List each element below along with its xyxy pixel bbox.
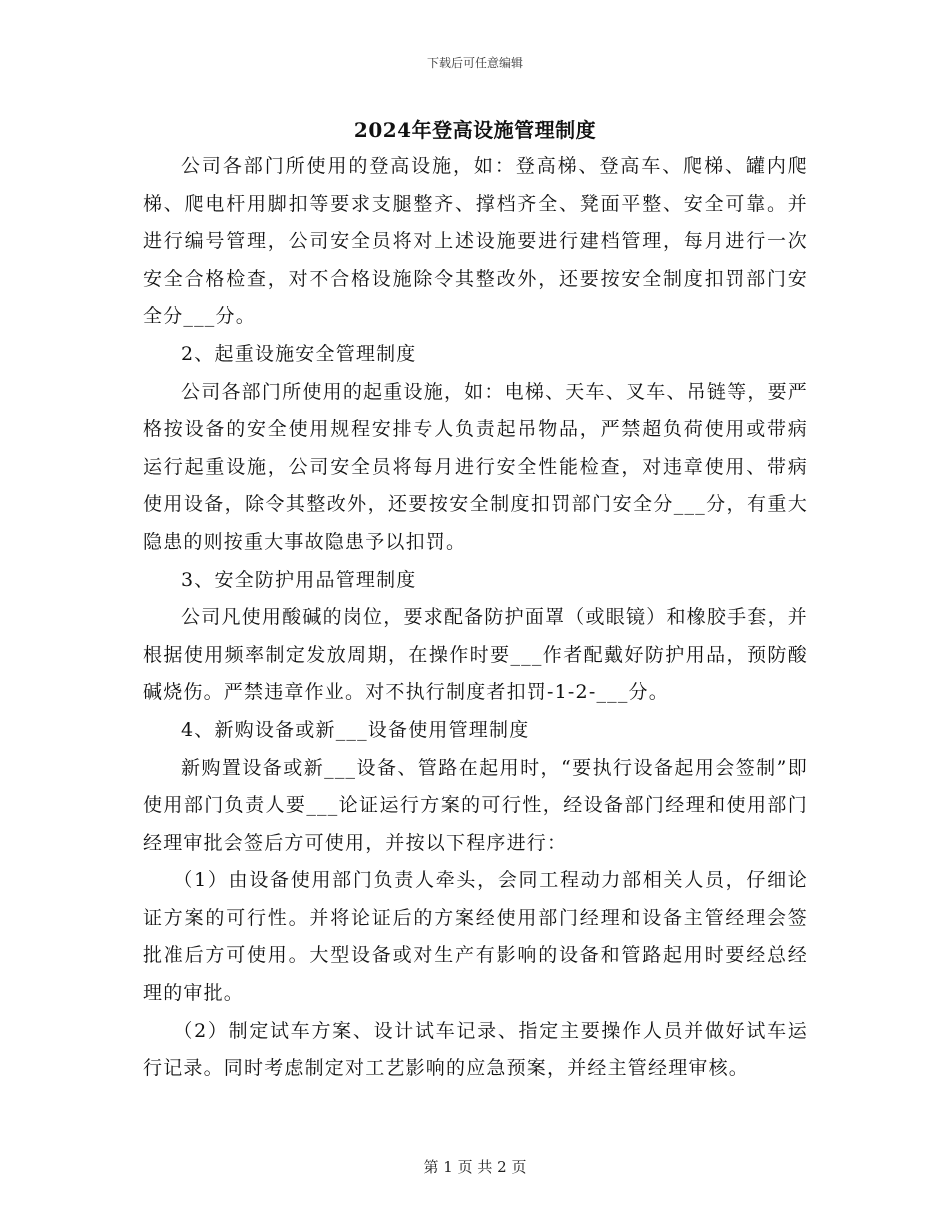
page-number: 第 1 页 共 2 页 [423,1158,527,1176]
paragraph-lifting: 公司各部门所使用的起重设施，如：电梯、天车、叉车、吊链等，要严格按设备的安全使用规程安排专人负责起吊物品，严禁超负荷使用或带病运行起重设施，公司安全员将每月进行安全性能检查，对违章使用、带病使用设备，除令其整改外，还要按安全制度扣罚部门安全分___分，有重大隐患的则按重大事故隐患予以扣罚。 [143,380,808,553]
paragraph-new-equipment: 新购置设备或新___设备、管路在起用时，“要执行设备起用会签制”即使用部门负责人要___论证运行方案的可行性，经设备部门经理和使用部门经理审批会签后方可使用，并按以下程序进行： [143,756,808,854]
list-item-1: （1）由设备使用部门负责人牵头，会同工程动力部相关人员，仔细论证方案的可行性。并将论证后的方案经使用部门经理和设备主管经理会签批准后方可使用。大型设备或对生产有影响的设备和管路起用时要经总经理的审批。 [143,869,808,1005]
section-heading-3: 3、安全防护用品管理制度 [181,568,417,591]
section-heading-4: 4、新购设备或新___设备使用管理制度 [181,718,530,741]
document-body [143,148,808,1088]
document-title: 2024年登高设施管理制度 [353,118,597,142]
paragraph-protective-gear: 公司凡使用酸碱的岗位，要求配备防护面罩（或眼镜）和橡胶手套，并根据使用频率制定发放周期，在操作时要___作者配戴好防护用品，预防酸碱烧伤。严禁违章作业。对不执行制度者扣罚-1-2-___分。 [143,606,808,704]
list-item-2: （2）制定试车方案、设计试车记录、指定主要操作人员并做好试车运行记录。同时考虑制定对工艺影响的应急预案，并经主管经理审核。 [143,1019,808,1080]
header-note: 下载后可任意编辑 [426,56,523,70]
paragraph-intro: 公司各部门所使用的登高设施，如：登高梯、登高车、爬梯、罐内爬梯、爬电杆用脚扣等要求支腿整齐、撑档齐全、凳面平整、安全可靠。并进行编号管理，公司安全员将对上述设施要进行建档管理，每月进行一次安全合格检查，对不合格设施除令其整改外，还要按安全制度扣罚部门安全分___分。 [143,155,808,328]
section-heading-2: 2、起重设施安全管理制度 [181,342,417,365]
